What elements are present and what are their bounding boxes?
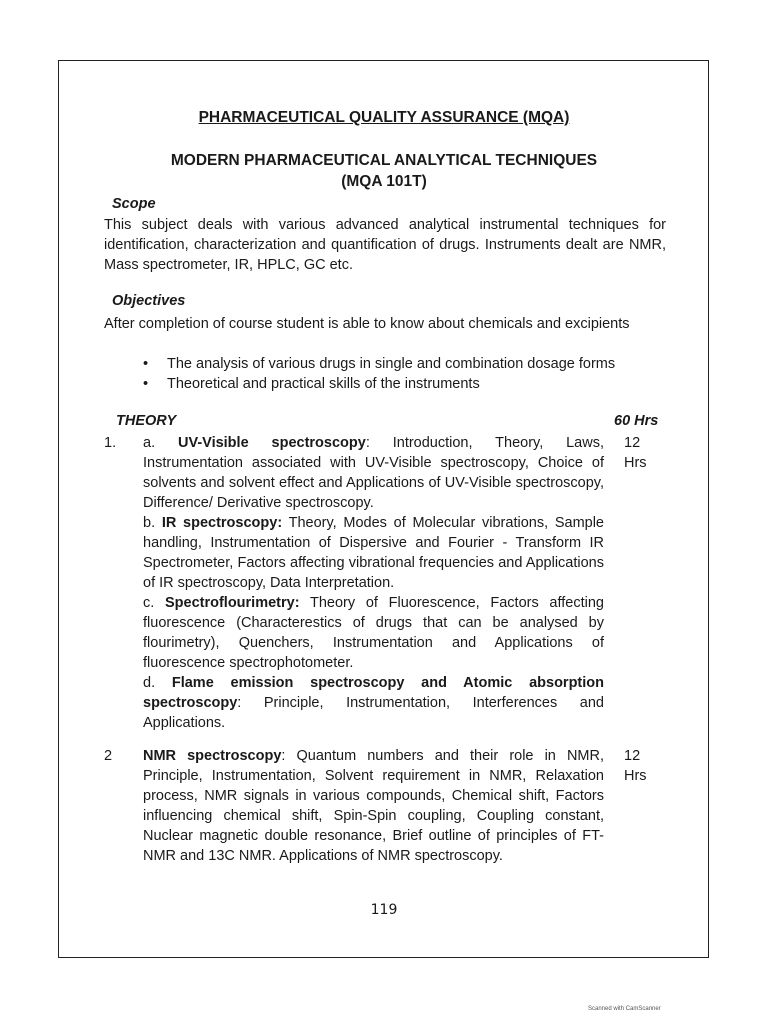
section-title: Spectroflourimetry:	[164, 595, 300, 611]
unit-2-content	[143, 746, 604, 866]
unit-section	[143, 746, 604, 866]
unit-hours	[624, 433, 647, 473]
theory-total-hours: 60 Hrs	[614, 413, 659, 429]
section-title: NMR spectroscopy	[143, 748, 282, 764]
section-text: : Quantum numbers and their role in NMR, Principle, Instrumentation, Solvent requirement in NMR, Relaxation process, NMR signals in various compounds, Chemical shift, Factors influencing chemical shift, Spin-Spin coupling, Coupling constant, Nuclear magnetic double resonance, Brief outline of principles of FT-NMR and 13C NMR. Applications of NMR spectroscopy.	[143, 748, 605, 864]
objectives-intro: After completion of course student is able to know about chemicals and excipients	[104, 316, 630, 332]
section-title: IR spectroscopy:	[161, 515, 283, 531]
unit-number: 1.	[104, 435, 117, 451]
objectives-heading: Objectives	[112, 293, 186, 309]
course-title: PHARMACEUTICAL QUALITY ASSURANCE (MQA)	[198, 109, 570, 126]
section-prefix: a.	[143, 435, 178, 451]
page-number: 119	[370, 902, 398, 918]
section-prefix: c.	[143, 595, 165, 611]
unit-number: 2	[104, 748, 113, 764]
section-prefix: d.	[143, 675, 172, 691]
unit-hours-label: Hrs	[624, 768, 647, 784]
section-title: Flame emission spectroscopy and Atomic absorption spectroscopy	[143, 675, 604, 711]
unit-section-a	[143, 433, 604, 513]
objective-text: The analysis of various drugs in single and combination dosage forms	[167, 356, 616, 372]
theory-heading: THEORY	[116, 413, 177, 429]
section-text: Theory, Modes of Molecular vibrations, Sample handling, Instrumentation of Dispersive and Fourier - Transform IR Spectrometer, Factors affecting vibrational frequencies and Applications of IR spectroscopy, Data Interpretation.	[143, 515, 604, 591]
bullet-icon: •	[143, 356, 149, 372]
scanner-watermark: Scanned with CamScanner	[588, 1006, 661, 1012]
section-text: Theory of Fluorescence, Factors affecting fluorescence (Characterestics of drugs that can be analysed by flourimetry), Quenchers, Instrumentation and Applications of fluorescence spectrophotometer.	[143, 595, 604, 671]
unit-hours-value: 12	[624, 748, 641, 764]
unit-1-content	[143, 433, 604, 733]
objective-text: Theoretical and practical skills of the instruments	[167, 376, 480, 392]
objective-item	[143, 354, 663, 374]
section-text: : Introduction, Theory, Laws, Instrumentation associated with UV-Visible spectroscopy, Choice of solvents and solvent effect and Applications of UV-Visible spectroscopy, Difference/ Derivative spectroscopy.	[143, 435, 604, 511]
section-prefix: b.	[143, 515, 162, 531]
unit-hours-value: 12	[624, 435, 641, 451]
unit-hours-label: Hrs	[624, 455, 647, 471]
scope-heading: Scope	[112, 196, 156, 212]
subject-title	[0, 150, 768, 192]
subject-name: MODERN PHARMACEUTICAL ANALYTICAL TECHNIQUES	[170, 152, 598, 169]
subject-code: (MQA 101T)	[341, 173, 427, 190]
bullet-icon: •	[143, 376, 149, 392]
unit-section-d	[143, 673, 604, 733]
objective-item	[143, 374, 663, 394]
scope-text: This subject deals with various advanced analytical instrumental techniques for identification, characterization and quantification of drugs. Instruments dealt are NMR, Mass spectrometer, IR, HPLC, GC etc.	[104, 217, 666, 273]
section-text: : Principle, Instrumentation, Interferences and Applications.	[143, 695, 604, 731]
unit-section-c	[143, 593, 604, 673]
unit-section-b	[143, 513, 604, 593]
unit-hours	[624, 746, 647, 786]
section-title: UV-Visible spectroscopy	[177, 435, 366, 451]
